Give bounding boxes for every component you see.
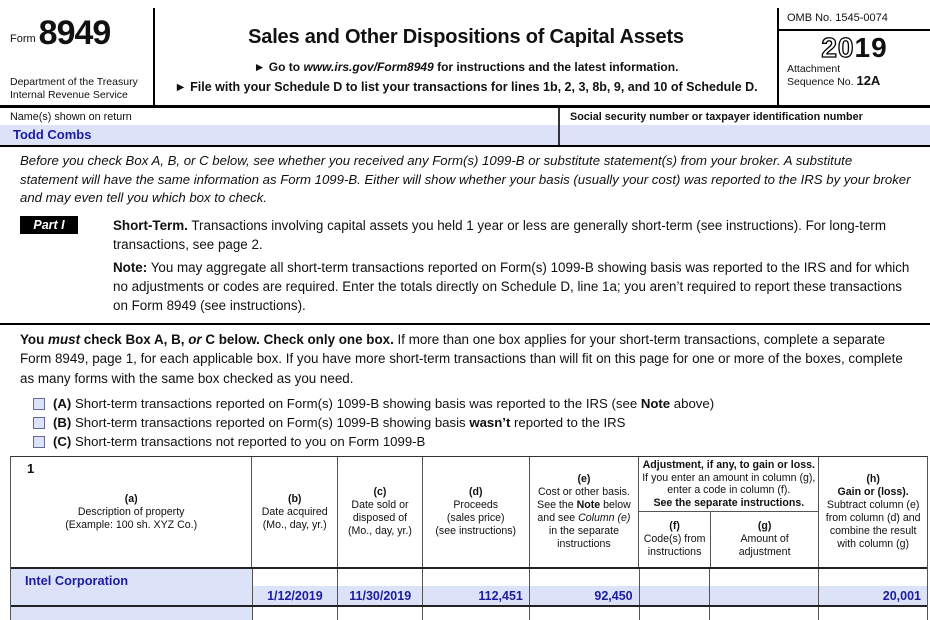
col-e-tag: (e)	[577, 473, 591, 485]
row2-h-spacer	[819, 607, 927, 620]
must-seg2: must	[48, 331, 81, 347]
row2-col-b	[252, 607, 338, 620]
table-row	[11, 607, 927, 620]
adjustment-subcolumns	[639, 512, 818, 567]
row2-col-f	[639, 607, 710, 620]
row2-e-spacer	[530, 607, 639, 620]
header-col-f	[639, 512, 710, 567]
col-e-line2	[537, 499, 631, 512]
attachment-line2	[787, 75, 930, 88]
header-col-d	[422, 457, 529, 567]
taxpayer-section	[0, 108, 930, 147]
must-rest: If more than one box applies for your short-term transactions, complete a separate Form 8949, page 1, for each applicable box. If you have more short-term transactions than will fit on this page for one or more of the boxes, complete as many forms with the same box checked as you need.	[20, 331, 903, 386]
row1-f-spacer	[640, 569, 710, 586]
checkbox-b-bold: wasn’t	[469, 415, 511, 430]
name-column	[0, 108, 560, 145]
row1-adjustment-field[interactable]	[710, 586, 818, 605]
row2-g-spacer	[710, 607, 818, 620]
col-b-tag: (b)	[287, 492, 302, 505]
note-label: Note:	[113, 259, 148, 275]
name-input-field[interactable]: Todd Combs	[0, 125, 558, 145]
checkbox-a[interactable]	[33, 398, 45, 410]
checkbox-a-bold: Note	[640, 396, 671, 411]
col-b-line1: Date acquired	[261, 505, 328, 518]
part1-note	[113, 258, 912, 323]
header-col-h	[818, 457, 927, 567]
row1-col-c	[337, 569, 422, 605]
col-f-tag: (f)	[669, 520, 680, 532]
must-seg4: or	[188, 331, 202, 347]
row1-col-b	[252, 569, 338, 605]
row1-proceeds-field[interactable]: 112,451	[423, 586, 529, 605]
form-id-box	[0, 8, 155, 105]
row1-b-spacer	[253, 569, 338, 586]
file-line-text: File with your Schedule D to list your transactions for lines 1b, 2, 3, 8b, 9, and 10 of Schedule D.	[190, 80, 758, 94]
form-word: Form	[10, 33, 36, 45]
line-number: 1	[27, 461, 35, 476]
col-e-line2c: below	[600, 499, 631, 511]
checkbox-c-tag: (C)	[53, 434, 72, 449]
go-to-line	[155, 60, 777, 74]
arrow-icon: ►	[253, 60, 266, 74]
col-f-line2: instructions	[647, 546, 702, 558]
omb-number: OMB No. 1545-0074	[779, 8, 930, 31]
row1-g-spacer	[710, 569, 818, 586]
col-c-line3: (Mo., day, yr.)	[348, 525, 412, 537]
box-check-instructions	[20, 330, 916, 389]
adjustment-line1: Adjustment, if any, to gain or loss.	[642, 459, 815, 471]
col-e-column-italic: Column (e)	[578, 512, 631, 524]
form-url: www.irs.gov/Form8949	[303, 60, 434, 74]
row1-col-g	[709, 569, 818, 605]
adjustment-line2: If you enter an amount in column (g),	[642, 471, 816, 484]
col-f-line1: Code(s) from	[643, 533, 706, 545]
form-title-box	[155, 8, 777, 105]
col-g-line1: Amount of	[740, 533, 789, 545]
col-h-line3: from column (d) and	[825, 512, 921, 524]
row1-cost-basis-field[interactable]: 92,450	[530, 586, 639, 605]
sequence-label: Sequence No.	[787, 76, 857, 88]
col-c-tag: (c)	[373, 486, 387, 498]
row2-col-g	[709, 607, 818, 620]
row2-col-d	[422, 607, 529, 620]
col-h-line4: combine the result	[829, 525, 917, 537]
omb-year-box	[777, 8, 930, 105]
short-term-label: Short-Term.	[113, 217, 188, 233]
must-seg5: C below. Check only one box.	[201, 331, 394, 347]
row1-col-e	[529, 569, 639, 605]
row1-code-field[interactable]	[640, 586, 710, 605]
ssn-input-field[interactable]	[560, 125, 930, 145]
checkbox-row-a	[33, 394, 930, 413]
col-e-line4: in the separate	[548, 525, 619, 537]
header-col-b	[251, 457, 337, 567]
checkbox-a-label	[53, 396, 714, 411]
col-g-tag: (g)	[757, 520, 772, 532]
checkbox-b[interactable]	[33, 417, 45, 429]
row1-date-sold-field[interactable]: 11/30/2019	[338, 586, 422, 605]
form-title: Sales and Other Dispositions of Capital Assets	[248, 26, 684, 48]
col-h-tag: (h)	[866, 473, 880, 485]
form-number-block	[10, 14, 147, 52]
row1-col-f	[639, 569, 710, 605]
col-e-line3a: and see	[537, 512, 579, 524]
col-g-line2: adjustment	[738, 546, 791, 558]
arrow-icon: ►	[174, 80, 187, 94]
col-b-line2: (Mo., day, yr.)	[262, 518, 327, 531]
section-divider	[0, 323, 930, 325]
checkbox-a-text2: above)	[670, 396, 715, 411]
must-seg3: check Box A, B,	[80, 331, 189, 347]
row2-b-spacer	[253, 607, 338, 620]
part1-heading-row	[0, 216, 930, 254]
checkbox-row-b	[33, 413, 930, 432]
header-col-a	[11, 457, 251, 567]
row1-d-spacer	[423, 569, 529, 586]
row2-f-spacer	[640, 607, 710, 620]
col-a-line2: (Example: 100 sh. XYZ Co.)	[65, 518, 198, 531]
checkbox-b-text2: reported to the IRS	[510, 415, 626, 430]
name-label: Name(s) shown on return	[10, 111, 132, 123]
checkbox-c[interactable]	[33, 436, 45, 448]
col-h-line2: Subtract column (e)	[826, 499, 920, 511]
attachment-line1: Attachment	[787, 63, 841, 75]
row2-col-c	[337, 607, 422, 620]
dept-line1: Department of the Treasury	[10, 76, 138, 88]
row1-e-spacer	[530, 569, 639, 586]
checkbox-c-text1: Short-term transactions not reported to you on Form 1099-B	[71, 434, 426, 449]
year-solid: 19	[854, 32, 888, 63]
row2-col-h	[818, 607, 927, 620]
must-seg1: You	[20, 331, 49, 347]
part1-label: Part I	[20, 216, 78, 234]
header-col-c	[337, 457, 422, 567]
file-with-line	[155, 80, 777, 94]
adjustment-group-header	[639, 457, 818, 512]
col-h-line5: with column (g)	[837, 538, 910, 550]
col-d-tag: (d)	[468, 486, 483, 498]
row1-description-field[interactable]: Intel Corporation	[11, 569, 252, 605]
col-h-line1: Gain or (loss).	[837, 486, 909, 498]
form-number: 8949	[38, 14, 111, 52]
short-term-text: Transactions involving capital assets you held 1 year or less are generally short-term (see instructions). For long-term transactions, see page 2.	[113, 217, 886, 252]
tax-year	[779, 34, 930, 62]
adjustment-line4: See the separate instructions.	[653, 496, 805, 509]
checkbox-c-label	[53, 434, 425, 449]
go-prefix: Go to	[268, 60, 304, 74]
transactions-table	[10, 456, 928, 620]
row1-date-acquired-field[interactable]: 1/12/2019	[253, 586, 338, 605]
col-c-line2: disposed of	[352, 512, 408, 524]
dept-line2: Internal Revenue Service	[10, 89, 128, 101]
form-header	[0, 8, 930, 108]
checkbox-b-label	[53, 415, 625, 430]
attachment-info	[779, 63, 930, 88]
go-suffix: for instructions and the latest information.	[433, 60, 679, 74]
row1-col-h	[818, 569, 927, 605]
checkbox-list	[33, 394, 930, 451]
checkbox-b-tag: (B)	[53, 415, 72, 430]
ssn-label: Social security number or taxpayer identification number	[570, 111, 863, 123]
row2-col-e	[529, 607, 639, 620]
col-e-line1: Cost or other basis.	[538, 486, 630, 498]
table-row	[11, 569, 927, 607]
row1-gain-loss-field[interactable]: 20,001	[819, 586, 927, 605]
row1-h-spacer	[819, 569, 927, 586]
col-e-note-bold: Note	[576, 499, 601, 511]
part1-heading	[113, 216, 919, 254]
col-e-line5: instructions	[557, 538, 611, 550]
row2-c-spacer	[338, 607, 422, 620]
ssn-column	[560, 108, 930, 145]
col-a-line1: Description of property	[77, 505, 185, 518]
header-col-g	[710, 512, 818, 567]
header-adjustment-group	[638, 457, 818, 567]
department-lines	[10, 76, 147, 102]
col-e-line3	[537, 512, 630, 525]
col-d-line1: Proceeds	[453, 499, 499, 511]
row2-description-field[interactable]	[11, 607, 252, 620]
col-c-line1: Date sold or	[351, 499, 409, 511]
intro-paragraph: Before you check Box A, B, or C below, see whether you received any Form(s) 1099-B or substitute statement(s) from your broker. A substitute statement will have the same information as Form 1099-B. Either will show whether your basis (usually your cost) was reported to the IRS by your broker and may even tell you which box to check.	[20, 153, 911, 205]
col-a-tag: (a)	[124, 492, 138, 505]
col-d-line3: (see instructions)	[435, 525, 517, 537]
checkbox-row-c	[33, 432, 930, 451]
checkbox-a-text1: Short-term transactions reported on Form(s) 1099-B showing basis was reported to the IRS (see	[71, 396, 641, 411]
sequence-number: 12A	[856, 73, 881, 88]
col-d-line2: (sales price)	[446, 512, 505, 524]
adjustment-line3: enter a code in column (f).	[667, 484, 791, 496]
row1-c-spacer	[338, 569, 422, 586]
checkbox-b-text1: Short-term transactions reported on Form(s) 1099-B showing basis	[71, 415, 470, 430]
table-header	[11, 457, 927, 569]
row2-d-spacer	[423, 607, 529, 620]
note-text: You may aggregate all short-term transactions reported on Form(s) 1099-B showing basis was reported to the IRS and for which no adjustments or codes are required. Enter the totals directly on Schedule D, line 1a; you aren’t required to report these transactions on Form 8949 (see instructions).	[113, 259, 910, 313]
row1-col-d	[422, 569, 529, 605]
checkbox-a-tag: (A)	[53, 396, 72, 411]
year-outline: 20	[821, 32, 855, 63]
col-e-line2a: See the	[537, 499, 577, 511]
header-col-e	[529, 457, 639, 567]
